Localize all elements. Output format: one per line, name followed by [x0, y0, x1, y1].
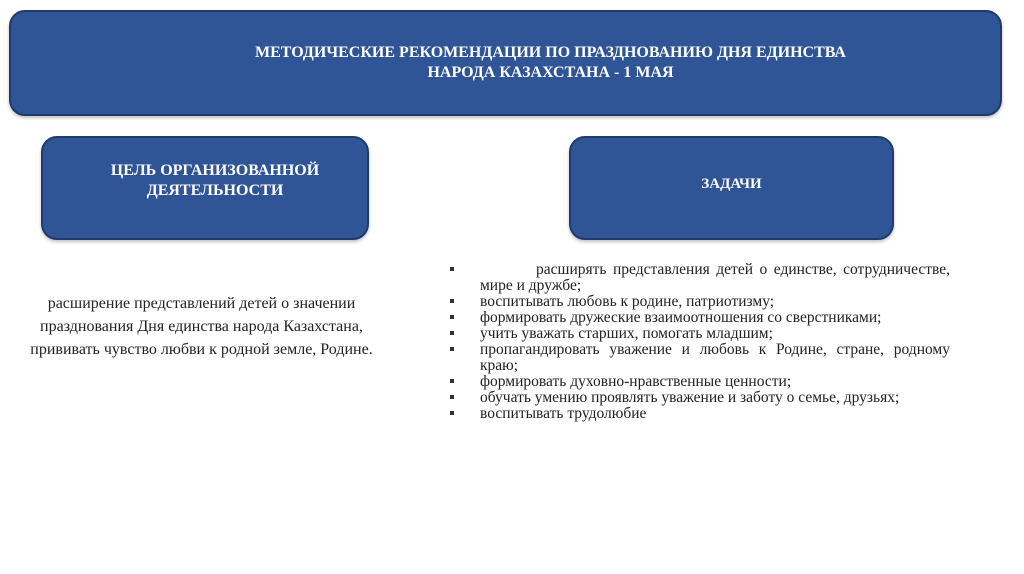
task-item: воспитывать трудолюбие [450, 406, 950, 422]
title-banner [9, 10, 1002, 116]
page-title-line1: МЕТОДИЧЕСКИЕ РЕКОМЕНДАЦИИ ПО ПРАЗДНОВАНИЮ ДНЯ ЕДИНСТВА [255, 44, 846, 61]
task-item: воспитывать любовь к родине, патриотизму; [450, 294, 950, 310]
tasks-heading-box [569, 136, 894, 240]
tasks-list [450, 262, 950, 422]
bullet-icon [450, 411, 454, 415]
goal-heading-line2: ДЕЯТЕЛЬНОСТИ [146, 182, 284, 199]
bullet-icon [450, 395, 454, 399]
goal-description: расширение представлений детей о значении празднования Дня единства народа Казахстана, прививать чувство любви к родной земле, Родине. [30, 295, 373, 358]
bullet-icon [450, 267, 454, 271]
task-item: формировать духовно-нравственные ценности; [450, 374, 950, 390]
page-title [255, 43, 846, 83]
bullet-icon [450, 315, 454, 319]
task-item: пропагандировать уважение и любовь к Родине, стране, родному краю; [450, 342, 950, 374]
bullet-icon [450, 347, 454, 351]
task-item: обучать умению проявлять уважение и заботу о семье, друзьях; [450, 390, 950, 406]
task-item: учить уважать старших, помогать младшим; [450, 326, 950, 342]
page-title-line2: НАРОДА КАЗАХСТАНА - 1 МАЯ [427, 64, 674, 81]
task-item: расширять представления детей о единстве, сотрудничестве, мире и дружбе; [450, 262, 950, 294]
goal-heading [111, 161, 319, 201]
task-item: формировать дружеские взаимоотношения со сверстниками; [450, 310, 950, 326]
goal-heading-box [41, 136, 369, 240]
bullet-icon [450, 379, 454, 383]
goal-heading-line1: ЦЕЛЬ ОРГАНИЗОВАННОЙ [110, 162, 320, 179]
tasks-heading: ЗАДАЧИ [701, 175, 762, 192]
bullet-icon [450, 299, 454, 303]
bullet-icon [450, 331, 454, 335]
